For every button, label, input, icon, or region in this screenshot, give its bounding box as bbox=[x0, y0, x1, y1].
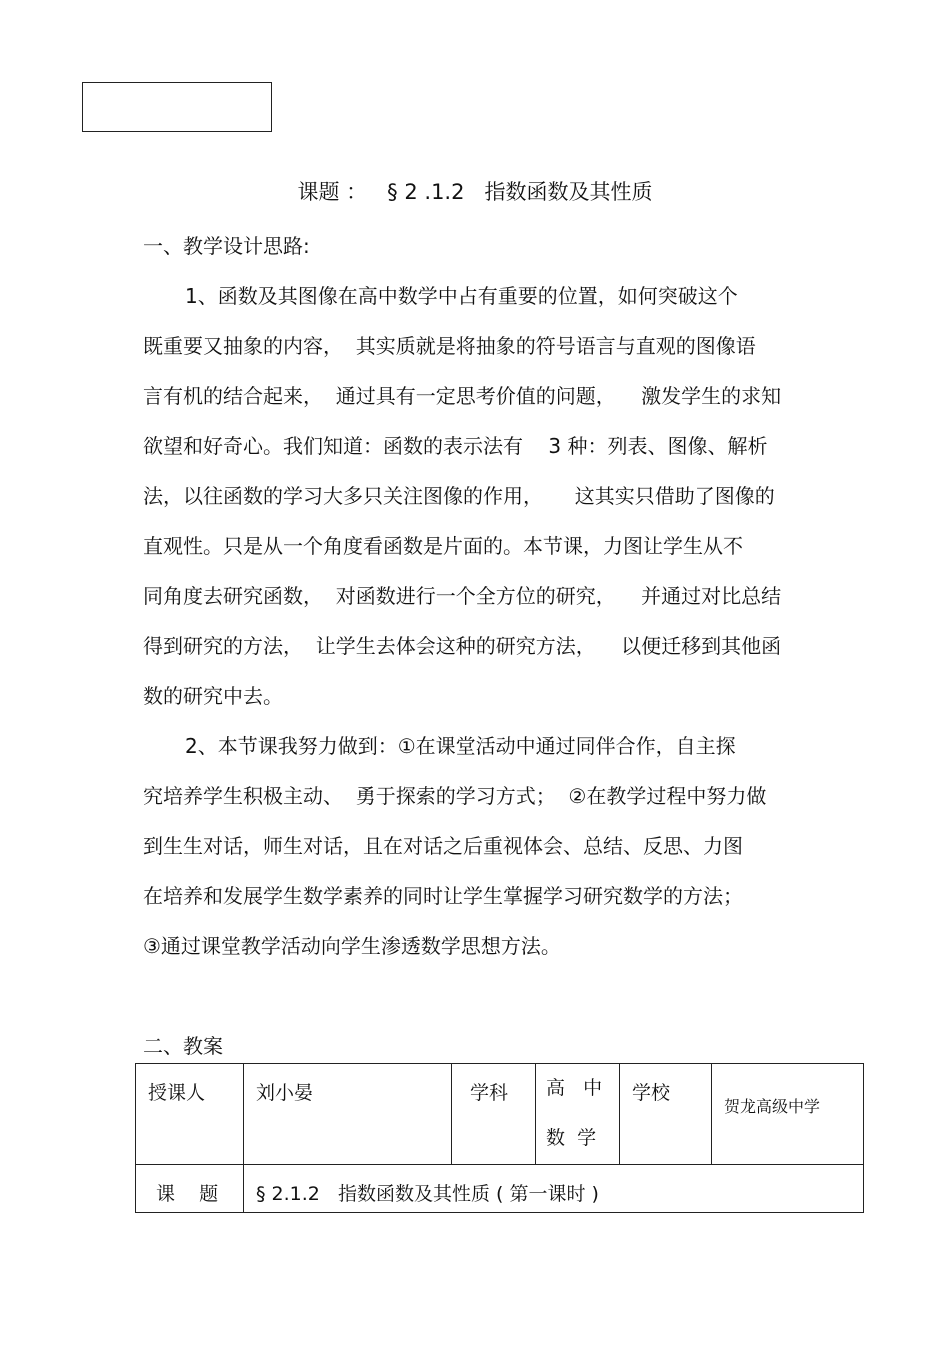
paragraph1-line: 法，以往函数的学习大多只关注图像的作用， 这其实只借助了图像的 bbox=[143, 484, 775, 508]
topic-value: § 2.1.2 指数函数及其性质 ( 第一课时 ) bbox=[256, 1183, 599, 1205]
lesson-plan-table bbox=[135, 1063, 864, 1213]
paragraph2-line: ③通过课堂教学活动向学生渗透数学思想方法。 bbox=[143, 934, 561, 958]
paragraph1-line: 得到研究的方法， 让学生去体会这种的研究方法， 以便迁移到其他函 bbox=[143, 634, 782, 658]
school-label-cell bbox=[620, 1064, 712, 1165]
school-label: 学校 bbox=[632, 1082, 671, 1104]
table-row bbox=[136, 1165, 864, 1213]
teacher-value-cell bbox=[244, 1064, 452, 1165]
topic-label-cell bbox=[136, 1165, 244, 1213]
section2-heading: 二、教案 bbox=[143, 1034, 223, 1058]
paragraph2-line: 在培养和发展学生数学素养的同时让学生掌握学习研究数学的方法； bbox=[143, 884, 743, 908]
paragraph1-line: 同角度去研究函数， 对函数进行一个全方位的研究， 并通过对比总结 bbox=[143, 584, 782, 608]
paragraph1-line: 数的研究中去。 bbox=[143, 684, 283, 708]
school-value-cell bbox=[712, 1064, 864, 1165]
paragraph1-line: 1、函数及其图像在高中数学中占有重要的位置，如何突破这个 bbox=[185, 284, 738, 308]
paragraph2-line: 到生生对话，师生对话，且在对话之后重视体会、总结、反思、力图 bbox=[143, 834, 743, 858]
paragraph1-line: 欲望和好奇心。我们知道：函数的表示法有 3 种：列表、图像、解析 bbox=[143, 434, 768, 458]
teacher-label-cell bbox=[136, 1064, 244, 1165]
paragraph2-line: 2、本节课我努力做到：①在课堂活动中通过同伴合作，自主探 bbox=[185, 734, 736, 758]
subject-label: 学科 bbox=[470, 1082, 509, 1104]
subject-label-cell bbox=[452, 1064, 536, 1165]
paragraph1-line: 既重要又抽象的内容， 其实质就是将抽象的符号语言与直观的图像语 bbox=[143, 334, 756, 358]
teacher-value: 刘小晏 bbox=[256, 1082, 314, 1104]
paragraph1-line: 言有机的结合起来， 通过具有一定思考价值的问题， 激发学生的求知 bbox=[143, 384, 782, 408]
table-row bbox=[136, 1064, 864, 1165]
page-title: 课题 ： § 2 .1.2 指数函数及其性质 bbox=[297, 180, 653, 204]
paragraph1-line: 直观性。只是从一个角度看函数是片面的。本节课，力图让学生从不 bbox=[143, 534, 743, 558]
subject-value-line2: 数 学 bbox=[546, 1127, 597, 1149]
subject-value-cell bbox=[536, 1064, 620, 1165]
teacher-label: 授课人 bbox=[148, 1082, 206, 1104]
school-value: 贺龙高级中学 bbox=[724, 1097, 821, 1116]
topic-value-cell bbox=[244, 1165, 864, 1213]
blank-box bbox=[82, 82, 272, 132]
topic-label: 课 题 bbox=[156, 1183, 219, 1205]
section1-heading: 一、教学设计思路: bbox=[143, 234, 310, 258]
subject-value-line1: 高 中 bbox=[546, 1077, 603, 1099]
paragraph2-line: 究培养学生积极主动、 勇于探索的学习方式； ②在教学过程中努力做 bbox=[143, 784, 767, 808]
